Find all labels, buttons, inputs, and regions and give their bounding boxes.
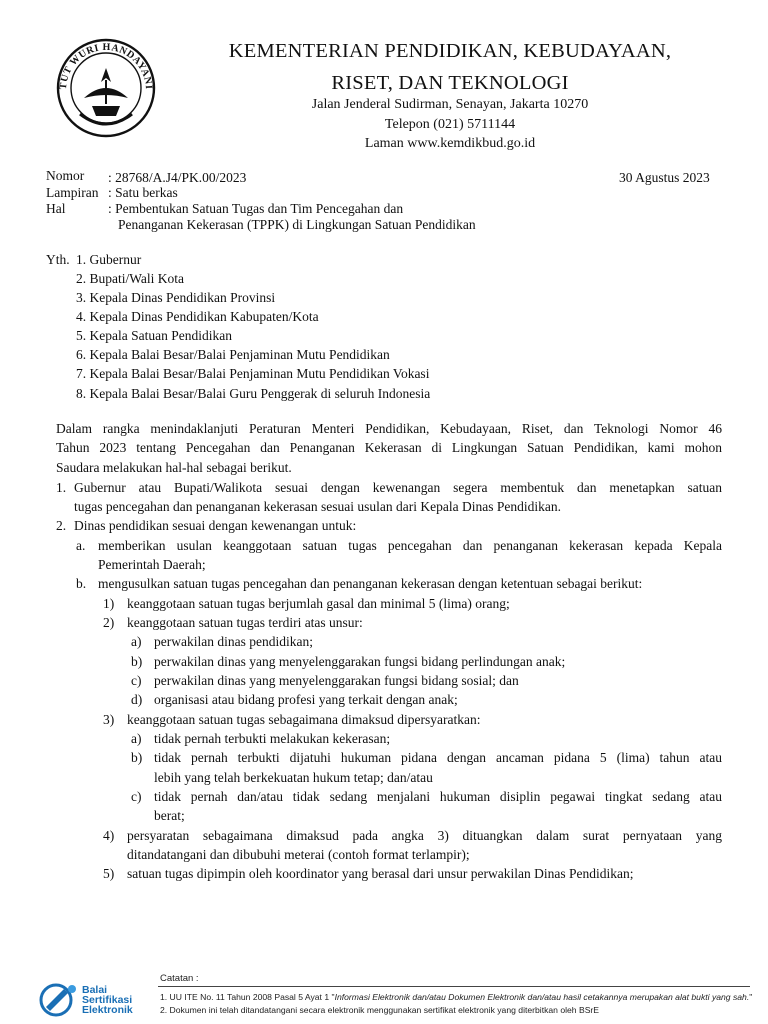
b2b-text: perwakilan dinas yang menyelenggarakan fungsi bidang perlindungan anak;	[154, 654, 566, 669]
footnote-1	[160, 992, 752, 1002]
b3b-line1: tidak pernah terbukti dijatuhi hukuman pidana dengan ancaman pidana 5 (lima) tahun atau	[154, 750, 722, 765]
footer-divider	[158, 986, 750, 987]
b3b-line2: lebih yang telah berkekuatan hukum tetap; dan/atau	[154, 770, 433, 785]
hal-label: Hal	[46, 201, 66, 216]
recipients-prefix: Yth.	[46, 252, 70, 267]
nomor-label: Nomor	[46, 168, 85, 183]
footnote-1-quote: Informasi Elektronik dan/atau Dokumen Elektronik dan/atau hasil cetakannya merupakan alat bukti yang sah.	[334, 992, 750, 1002]
recipient-item: 2. Bupati/Wali Kota	[76, 271, 185, 286]
recipient-item: 3. Kepala Dinas Pendidikan Provinsi	[76, 290, 276, 305]
point2a-line1: memberikan usulan keanggotaan satuan tugas pencegahan dan penanganan kekerasan kepada Kepala	[98, 538, 722, 553]
bsre-label-line1: Balai	[82, 984, 108, 996]
b2-text: keanggotaan satuan tugas terdiri atas unsur:	[127, 615, 363, 630]
footnote-2: 2. Dokumen ini telah ditandatangani secara elektronik menggunakan sertifikat elektronik yang diterbitkan oleh BSrE	[160, 1005, 600, 1015]
bsre-label-line2: Sertifikasi	[82, 994, 133, 1006]
point-number: 2.	[56, 518, 67, 533]
lampiran-label: Lampiran	[46, 185, 99, 200]
point1-line1: Gubernur atau Bupati/Walikota sesuai dengan kewenangan segera membentuk dan menetapkan satuan	[74, 480, 722, 495]
ministry-logo-icon	[50, 34, 162, 142]
sub-number: 4)	[103, 828, 115, 843]
ministry-name-line2: RISET, DAN TEKNOLOGI	[331, 72, 569, 94]
recipient-item: 4. Kepala Dinas Pendidikan Kabupaten/Kota	[76, 309, 319, 324]
recipient-item: 8. Kepala Balai Besar/Balai Guru Penggerak di seluruh Indonesia	[76, 386, 431, 401]
sub-sub-letter: c)	[131, 673, 142, 688]
hal-value-line2: Penanganan Kekerasan (TPPK) di Lingkungan Satuan Pendidikan	[118, 217, 476, 232]
b3c-line1: tidak pernah dan/atau tidak sedang menjalani hukuman disiplin pegawai tingkat sedang atau	[154, 789, 722, 804]
b2c-text: perwakilan dinas yang menyelenggarakan fungsi bidang sosial; dan	[154, 673, 519, 688]
lampiran-value: : Satu berkas	[108, 185, 178, 200]
sub-number: 1)	[103, 596, 115, 611]
intro-line2: Tahun 2023 tentang Pencegahan dan Penanganan Kekerasan di Lingkungan Satuan Pendidikan, kami mohon	[56, 440, 722, 455]
sub-number: 5)	[103, 866, 115, 881]
point1-line2: tugas pencegahan dan penanganan kekerasan sesuai usulan dari Kepala Dinas Pendidikan.	[74, 499, 561, 514]
footnote-1-suffix: "	[749, 992, 753, 1002]
ministry-address: Jalan Jenderal Sudirman, Senayan, Jakarta 10270	[311, 97, 589, 112]
sub-sub-letter: b)	[131, 750, 143, 765]
sub-sub-letter: a)	[131, 731, 142, 746]
intro-line1: Dalam rangka menindaklanjuti Peraturan Menteri Pendidikan, Kebudayaan, Riset, dan Teknologi Nomor 46	[56, 421, 722, 436]
letter-date: 30 Agustus 2023	[619, 170, 710, 185]
b5-text: satuan tugas dipimpin oleh koordinator yang berasal dari unsur perwakilan Dinas Pendidikan;	[127, 866, 634, 881]
ministry-phone: Telepon (021) 5711144	[384, 117, 516, 132]
point2a-line2: Pemerintah Daerah;	[98, 557, 206, 572]
logo-motto: TUT WURI HANDAYANI	[57, 41, 155, 91]
sub-sub-letter: c)	[131, 789, 142, 804]
ministry-name-line1: KEMENTERIAN PENDIDIKAN, KEBUDAYAAN,	[228, 40, 672, 62]
sub-sub-letter: a)	[131, 634, 142, 649]
bsre-label-line3: Elektronik	[82, 1004, 133, 1016]
sub-number: 3)	[103, 712, 115, 727]
ministry-website: Laman www.kemdikbud.go.id	[364, 136, 536, 151]
b3-text: keanggotaan satuan tugas sebagaimana dimaksud dipersyaratkan:	[127, 712, 481, 727]
sub-letter: b.	[76, 576, 87, 591]
b4-line2: ditandatangani dan dibubuhi meterai (contoh format terlampir);	[127, 847, 470, 862]
b3c-line2: berat;	[154, 808, 185, 823]
recipient-item: 1. Gubernur	[76, 252, 142, 267]
b4-line1: persyaratan sebagaimana dimaksud pada angka 3) dituangkan dalam surat pernyataan yang	[127, 828, 722, 843]
hal-value-line1: : Pembentukan Satuan Tugas dan Tim Pencegahan dan	[108, 201, 404, 216]
recipient-item: 5. Kepala Satuan Pendidikan	[76, 328, 232, 343]
recipient-item: 7. Kepala Balai Besar/Balai Penjaminan Mutu Pendidikan Vokasi	[76, 366, 430, 381]
sub-letter: a.	[76, 538, 86, 553]
bsre-logo-icon	[38, 983, 80, 1017]
footnote-1-prefix: 1. UU ITE No. 11 Tahun 2008 Pasal 5 Ayat 1 "	[160, 992, 335, 1002]
b2a-text: perwakilan dinas pendidikan;	[154, 634, 313, 649]
sub-sub-letter: d)	[131, 692, 143, 707]
point2-text: Dinas pendidikan sesuai dengan kewenangan untuk:	[74, 518, 357, 533]
b1-text: keanggotaan satuan tugas berjumlah gasal dan minimal 5 (lima) orang;	[127, 596, 510, 611]
intro-line3: Saudara melakukan hal-hal sebagai berikut.	[56, 460, 292, 475]
sub-sub-letter: b)	[131, 654, 143, 669]
sub-number: 2)	[103, 615, 115, 630]
catatan-label: Catatan :	[160, 973, 199, 984]
point2b-text: mengusulkan satuan tugas pencegahan dan penanganan kekerasan dengan ketentuan sebagai berikut:	[98, 576, 643, 591]
recipient-item: 6. Kepala Balai Besar/Balai Penjaminan Mutu Pendidikan	[76, 347, 390, 362]
point-number: 1.	[56, 480, 67, 495]
nomor-value: : 28768/A.J4/PK.00/2023	[108, 170, 247, 185]
b2d-text: organisasi atau bidang profesi yang terkait dengan anak;	[154, 692, 458, 707]
b3a-text: tidak pernah terbukti melakukan kekerasan;	[154, 731, 391, 746]
